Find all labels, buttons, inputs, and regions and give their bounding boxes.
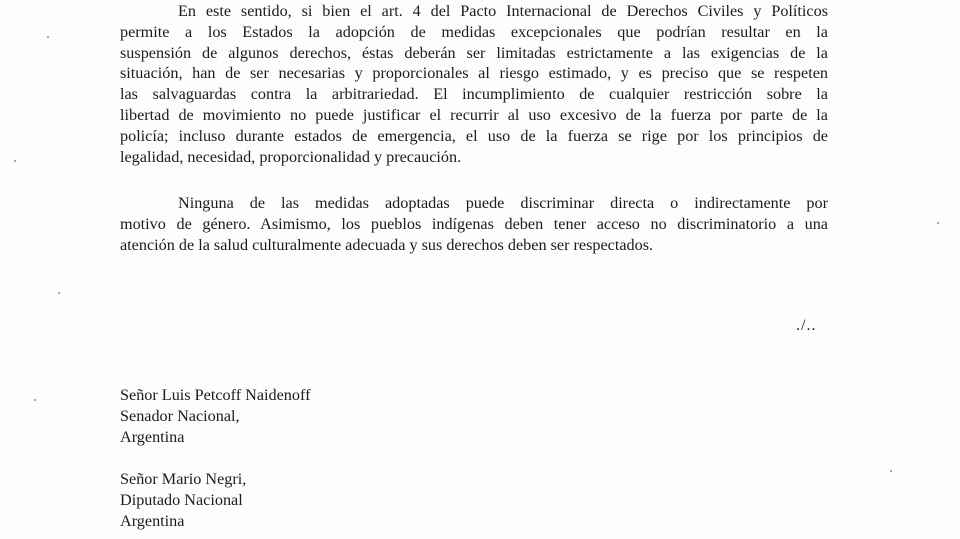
- recipient-block: [120, 385, 310, 448]
- scan-speck: [47, 36, 49, 38]
- paragraph-1-line: policía; incluso durante estados de emergencia, el uso de la fuerza se rige por los principios de: [120, 126, 828, 145]
- recipient-name: Señor Luis Petcoff Naidenoff: [120, 386, 311, 404]
- paragraph-1-line: las salvaguardas contra la arbitrariedad. El incumplimiento de cualquier restricción sobre la: [120, 85, 828, 104]
- paragraph-1-line: libertad de movimiento no puede justificar el recurrir al uso excesivo de la fuerza por parte de la: [120, 105, 828, 124]
- paragraph-2: [120, 193, 828, 255]
- paragraph-2-line: Ninguna de las medidas adoptadas puede discriminar directa o indirectamente por: [178, 194, 828, 212]
- recipient-name: Señor Mario Negri,: [120, 470, 247, 488]
- paragraph-1-line: situación, han de ser necesarias y proporcionales al riesgo estimado, y es preciso que se respeten: [120, 64, 828, 83]
- scan-speck: [14, 160, 16, 162]
- recipient-title: Senador Nacional,: [120, 407, 240, 425]
- paragraph-2-line: motivo de género. Asimismo, los pueblos indígenas deben tener acceso no discriminatorio a una: [120, 214, 828, 233]
- paragraph-1-line: permite a los Estados la adopción de medidas excepcionales que podrían resultar en la: [120, 22, 828, 41]
- scan-speck: [34, 399, 36, 401]
- paragraph-1: [120, 1, 828, 167]
- paragraph-2-line: atención de la salud culturalmente adecuada y sus derechos deben ser respectados.: [120, 235, 654, 254]
- paragraph-1-line: legalidad, necesidad, proporcionalidad y precaución.: [120, 147, 462, 166]
- paragraph-1-line: En este sentido, si bien el art. 4 del Pacto Internacional de Derechos Civiles y Políticos: [178, 2, 828, 20]
- continuation-mark: ./..: [796, 317, 817, 334]
- scan-speck: [890, 470, 892, 472]
- recipient-country: Argentina: [120, 512, 185, 530]
- scan-speck: [937, 222, 939, 224]
- recipient-country: Argentina: [120, 428, 185, 446]
- recipient-title: Diputado Nacional: [120, 491, 243, 509]
- scan-speck: [58, 292, 60, 294]
- paragraph-1-line: suspensión de algunos derechos, éstas deberán ser limitadas estrictamente a las exigencias de la: [120, 43, 828, 62]
- recipient-block: [120, 469, 246, 532]
